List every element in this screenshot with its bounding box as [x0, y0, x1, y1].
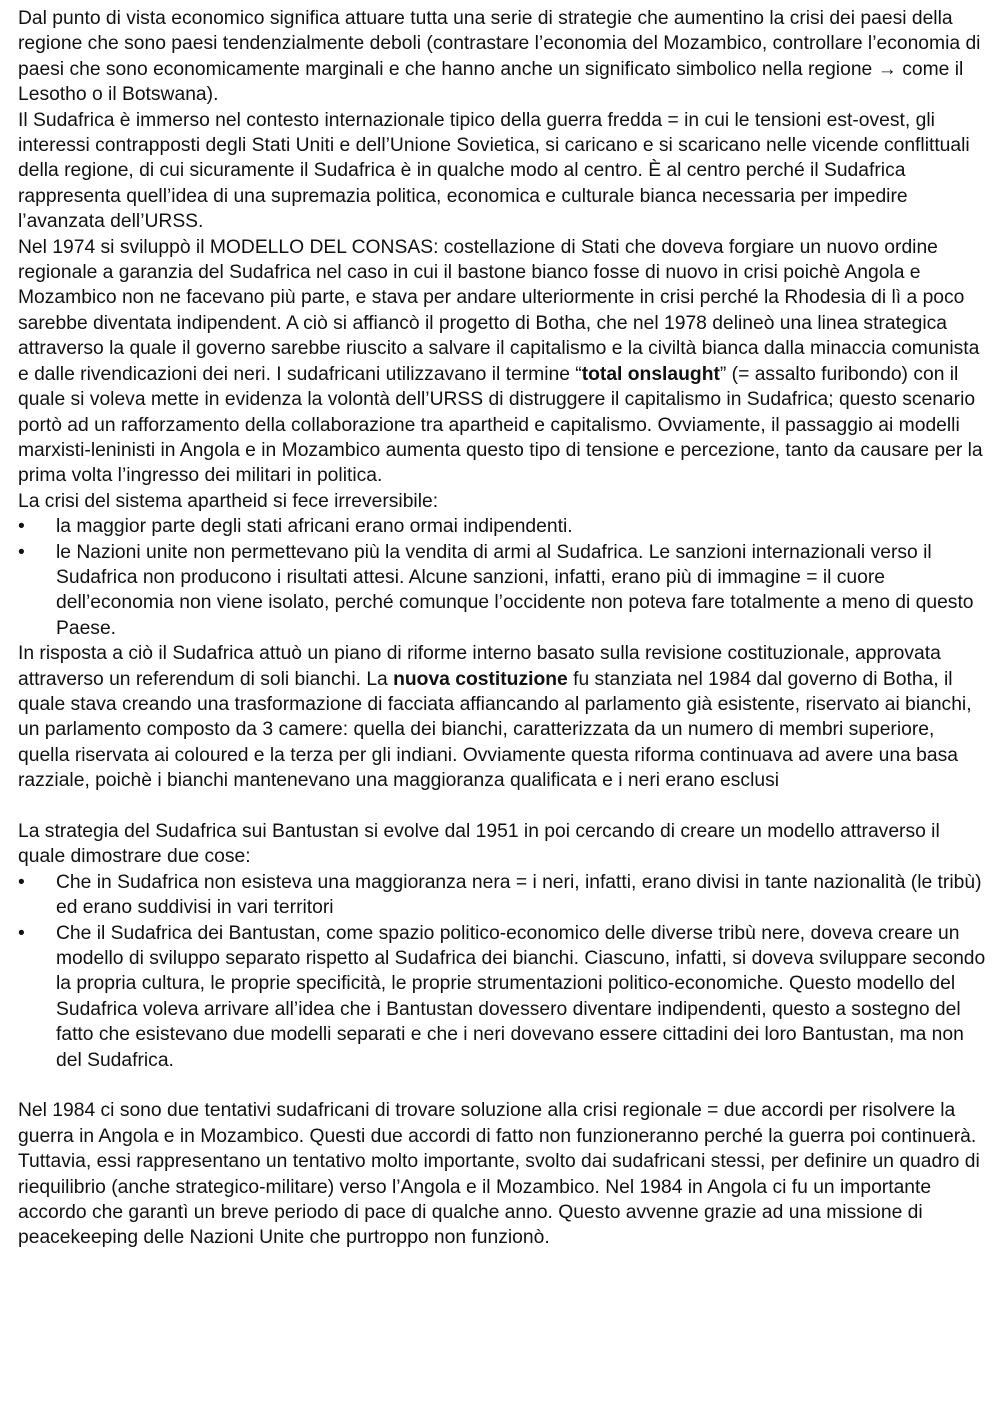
list-bantustan-points [18, 870, 986, 1073]
new-constitution-term: nuova costituzione [393, 668, 568, 690]
total-onslaught-term: total onslaught [581, 363, 720, 385]
list-item-text: la maggior parte degli stati africani erano ormai indipendenti. [56, 516, 573, 538]
consas-text-1: Nel 1974 si sviluppò il MODELLO DEL CONSAS: costellazione di Stati che doveva forgiare un nuovo ordine regionale a garanzia del Sudafrica nel caso in cui il bastone bianco fosse di nuovo in crisi poichè Angola e Mozambico non ne facevano più parte, e stava per andare ulteriormente in crisi perché la Rhodesia di lì a poco sarebbe diventata indipendent. A ciò si affiancò il progetto di Botha, che nel 1978 delineò una linea strategica attraverso la quale il governo sarebbe riuscito a salvare il capitalismo e la civiltà bianca dalla minaccia comunista e dalle rivendicazioni dei neri. I sudafricani utilizzavano il termine “ [18, 236, 980, 385]
bullet-icon: • [18, 922, 25, 944]
paragraph-economic-strategy: Dal punto di vista economico significa attuare tutta una serie di strategie che aumentino la crisi dei paesi della regione che sono paesi tendenzialmente deboli (contrastare l’economia del Mozambico, controllare l’economia di paesi che sono economicamente marginali e che hanno anche un significato simbolico nella regione → come il Lesotho o il Botswana). [18, 8, 981, 106]
reform-text-1: In risposta a ciò il Sudafrica attuò un piano di riforme interno basato sulla revisione costituzionale, approvata attraverso un referendum di soli bianchi. La [18, 643, 941, 690]
list-item [18, 540, 986, 642]
paragraph-constitution-reform [18, 641, 986, 793]
list-item [18, 514, 986, 539]
paragraph-spacer [18, 1073, 986, 1098]
list-crisis-reasons [18, 514, 986, 641]
list-item-text: Che in Sudafrica non esisteva una maggioranza nera = i neri, infatti, erano divisi in tante nazionalità (le tribù) ed erano suddivisi in vari territori [56, 871, 982, 919]
bullet-icon: • [18, 541, 25, 563]
paragraph-apartheid-crisis-intro: La crisi del sistema apartheid si fece irreversibile: [18, 490, 439, 512]
list-item-text: le Nazioni unite non permettevano più la vendita di armi al Sudafrica. Le sanzioni internazionali verso il Sudafrica non producono i risultati attesi. Alcune sanzioni, infatti, erano più di immagine = il cuore dell’economia non viene isolato, perché comunque l’occidente non poteva fare totalmente a meno di questo Paese. [56, 541, 974, 639]
list-item-text: Che il Sudafrica dei Bantustan, come spazio politico-economico delle diverse tribù nere, doveva creare un modello di sviluppo separato rispetto al Sudafrica dei bianchi. Ciascuno, infatti, si doveva sviluppare secondo la propria cultura, le proprie specificità, le proprie strumentazioni politico-economiche. Questo modello del Sudafrica voleva arrivare all’idea che i Bantustan dovessero diventare indipendenti, questo a sostegno del fatto che esistevano due modelli separati e che i neri dovevano essere cittadini dei loro Bantustan, ma non del Sudafrica. [56, 922, 986, 1071]
reform-text-2: fu stanziata nel 1984 dal governo di Botha, il quale stava creando una trasformazione di facciata affiancando al parlamento già esistente, riservato ai bianchi, un parlamento composto da 3 camere: quella dei bianchi, caratterizzata da un numero di membri superiore, quella riservata ai coloured e la terza per gli indiani. Ovviamente questa riforma continuava ad avere una basa razziale, poichè i bianchi mantenevano una maggioranza qualificata e i neri erano esclusi [18, 668, 972, 792]
paragraph-bantustan-strategy: La strategia del Sudafrica sui Bantustan si evolve dal 1951 in poi cercando di creare un modello attraverso il quale dimostrare due cose: [18, 820, 940, 868]
list-item [18, 921, 986, 1073]
bullet-icon: • [18, 871, 25, 893]
bullet-icon: • [18, 516, 25, 538]
paragraph-consas-model [18, 235, 986, 489]
paragraph-1984-agreements: Nel 1984 ci sono due tentativi sudafricani di trovare soluzione alla crisi regionale = due accordi per risolvere la guerra in Angola e in Mozambico. Questi due accordi di fatto non funzioneranno perché la guerra poi continuerà. Tuttavia, essi rappresentano un tentativo molto importante, svolto dai sudafricani stessi, per definire un quadro di riequilibrio (anche strategico-militare) verso l’Angola e il Mozambico. Nel 1984 in Angola ci fu un importante accordo che garantì un breve periodo di pace di qualche anno. Questo avvenne grazie ad una missione di peacekeeping delle Nazioni Unite che purtroppo non funzionò. [18, 1100, 980, 1249]
list-item [18, 870, 986, 921]
paragraph-spacer [18, 794, 986, 819]
consas-text-2: ” (= assalto furibondo) con il quale si voleva mette in evidenza la volontà dell’URSS di distruggere il capitalismo in Sudafrica; questo scenario portò ad un rafforzamento della collaborazione tra apartheid e capitalismo. Ovviamente, il passaggio ai modelli marxisti-leninisti in Angola e in Mozambico aumenta questo tipo di tensione e percezione, tanto da causare per la prima volta l’ingresso dei militari in politica. [18, 363, 983, 487]
paragraph-cold-war-context: Il Sudafrica è immerso nel contesto internazionale tipico della guerra fredda = in cui le tensioni est-ovest, gli interessi contrapposti degli Stati Uniti e dell’Unione Sovietica, si caricano e si scaricano nelle vicende conflittuali della regione, di cui sicuramente il Sudafrica è in qualche modo al centro. È al centro perché il Sudafrica rappresenta quell’idea di una supremazia politica, economica e culturale bianca necessaria per impedire l’avanzata dell’URSS. [18, 109, 970, 233]
